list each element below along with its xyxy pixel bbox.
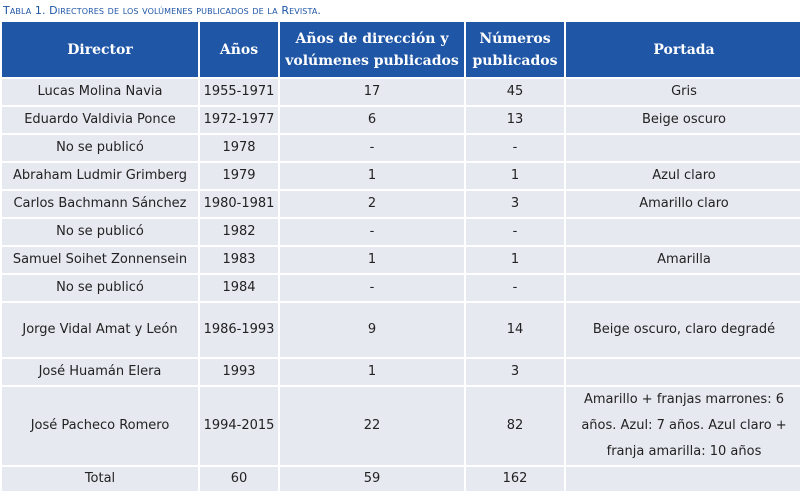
cell-volumenes: 9 [280, 303, 464, 357]
cell-director: José Huamán Elera [2, 359, 198, 385]
table-row [2, 219, 800, 245]
cell-director: Lucas Molina Navia [2, 79, 198, 105]
cell-numeros: 3 [466, 191, 564, 217]
cell-director: No se publicó [2, 135, 198, 161]
cell-director: Jorge Vidal Amat y León [2, 303, 198, 357]
header-anos: Años [200, 22, 278, 77]
cell-volumenes: 22 [280, 387, 464, 465]
cell-anos: 1982 [200, 219, 278, 245]
cell-portada: Amarillo claro [566, 191, 800, 217]
cell-numeros: 1 [466, 163, 564, 189]
cell-anos: 1955-1971 [200, 79, 278, 105]
cell-volumenes: - [280, 275, 464, 301]
cell-portada: Amarilla [566, 247, 800, 273]
table-row [2, 387, 800, 465]
cell-volumenes: 1 [280, 163, 464, 189]
cell-volumenes: 1 [280, 359, 464, 385]
cell-director: No se publicó [2, 219, 198, 245]
cell-director: José Pacheco Romero [2, 387, 198, 465]
cell-portada [566, 135, 800, 161]
cell-numeros: 13 [466, 107, 564, 133]
header-portada: Portada [566, 22, 800, 77]
cell-numeros: - [466, 275, 564, 301]
cell-anos: 1978 [200, 135, 278, 161]
cell-numeros: 82 [466, 387, 564, 465]
cell-portada: Amarillo + franjas marrones: 6 años. Azul: 7 años. Azul claro + franja amarilla: 10 años [566, 387, 800, 465]
cell-director: Samuel Soihet Zonnensein [2, 247, 198, 273]
header-anos-direccion: Años de dirección y volúmenes publicados [280, 22, 464, 77]
table-row [2, 107, 800, 133]
table-row [2, 275, 800, 301]
header-row [2, 22, 800, 77]
cell-anos: 1972-1977 [200, 107, 278, 133]
table-row [2, 135, 800, 161]
total-row [2, 467, 800, 491]
cell-numeros: 14 [466, 303, 564, 357]
cell-numeros: 1 [466, 247, 564, 273]
table-caption: Tabla 1. Directores de los volúmenes publicados de la Revista. [3, 4, 321, 17]
cell-anos: 1983 [200, 247, 278, 273]
table-row [2, 359, 800, 385]
directors-table [0, 20, 800, 493]
cell-anos: 1980-1981 [200, 191, 278, 217]
total-portada [566, 467, 800, 491]
cell-portada: Beige oscuro, claro degradé [566, 303, 800, 357]
header-director: Director [2, 22, 198, 77]
cell-portada [566, 275, 800, 301]
cell-anos: 1994-2015 [200, 387, 278, 465]
cell-anos: 1986-1993 [200, 303, 278, 357]
cell-portada: Azul claro [566, 163, 800, 189]
cell-numeros: 3 [466, 359, 564, 385]
cell-volumenes: 6 [280, 107, 464, 133]
table-row [2, 191, 800, 217]
table-row [2, 79, 800, 105]
cell-numeros: 45 [466, 79, 564, 105]
total-label: Total [2, 467, 198, 491]
cell-numeros: - [466, 219, 564, 245]
cell-portada: Gris [566, 79, 800, 105]
total-numeros: 162 [466, 467, 564, 491]
header-numeros-publicados: Números publicados [466, 22, 564, 77]
table-row [2, 247, 800, 273]
table-row [2, 163, 800, 189]
cell-volumenes: 17 [280, 79, 464, 105]
cell-director: No se publicó [2, 275, 198, 301]
total-volumenes: 59 [280, 467, 464, 491]
cell-volumenes: - [280, 219, 464, 245]
cell-portada [566, 359, 800, 385]
cell-volumenes: 2 [280, 191, 464, 217]
table-row [2, 303, 800, 357]
cell-numeros: - [466, 135, 564, 161]
cell-anos: 1984 [200, 275, 278, 301]
total-anos: 60 [200, 467, 278, 491]
cell-anos: 1993 [200, 359, 278, 385]
cell-anos: 1979 [200, 163, 278, 189]
cell-director: Eduardo Valdivia Ponce [2, 107, 198, 133]
cell-volumenes: 1 [280, 247, 464, 273]
cell-portada [566, 219, 800, 245]
cell-director: Carlos Bachmann Sánchez [2, 191, 198, 217]
cell-volumenes: - [280, 135, 464, 161]
cell-director: Abraham Ludmir Grimberg [2, 163, 198, 189]
cell-portada: Beige oscuro [566, 107, 800, 133]
